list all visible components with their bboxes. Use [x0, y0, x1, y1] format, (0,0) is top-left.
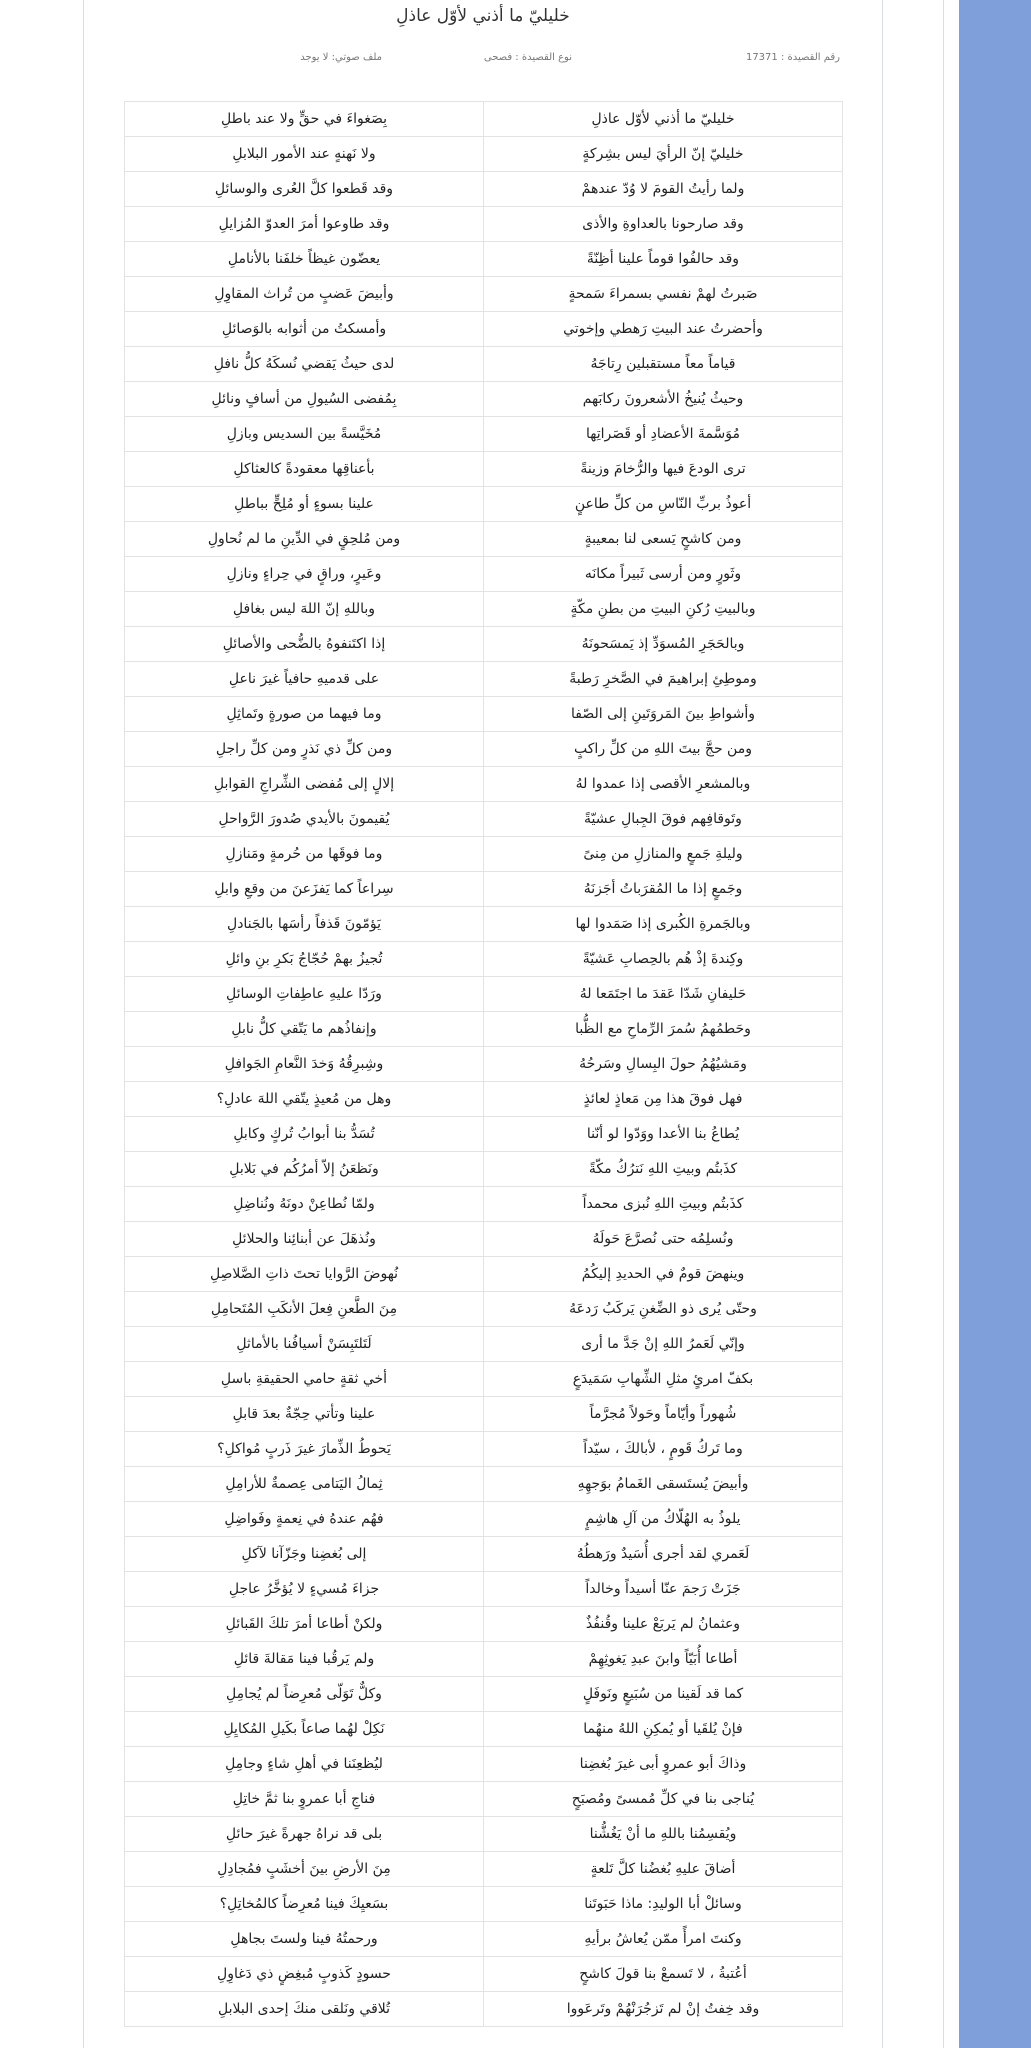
verse-second-hemistich: وقد طاوعوا أمرَ العدوّ المُزايلِ [125, 207, 484, 242]
verse-row [125, 522, 843, 557]
verse-row [125, 102, 843, 137]
verse-first-hemistich: فهل فوقَ هذا مِن مَعاذٍ لعائذٍ [484, 1082, 843, 1117]
verse-first-hemistich: وحيثُ يُنيخُ الأشعرونَ ركابَهم [484, 382, 843, 417]
poem-page [84, 0, 882, 2048]
verse-second-hemistich: لدى حيثُ يَقضي نُسكَهُ كلُّ نافلِ [125, 347, 484, 382]
verse-first-hemistich: مُوَسَّمةَ الأعضادِ أو قَصَراتِها [484, 417, 843, 452]
verse-first-hemistich: وتَوقافِهم فوقَ الجِبالِ عشيّةً [484, 802, 843, 837]
verse-second-hemistich: بلى قد نراهُ جهرةً غيرَ حائلِ [125, 1817, 484, 1852]
verse-second-hemistich: وعَيرٍ، وراقٍ في حِراءٍ ونازلِ [125, 557, 484, 592]
verse-row [125, 347, 843, 382]
verse-second-hemistich: علينا بسوءٍ أو مُلِحٍّ بباطلِ [125, 487, 484, 522]
verse-row [125, 417, 843, 452]
verse-row [125, 1012, 843, 1047]
verse-row [125, 1887, 843, 1922]
verse-second-hemistich: نَكِلْ لهُما صاعاً بكَيلِ المُكايِلِ [125, 1712, 484, 1747]
verse-second-hemistich: وأمسكتُ من أثوابه بالوَصائلِ [125, 312, 484, 347]
verse-first-hemistich: وأبيضَ يُستَسقى الغَمامُ بوَجهِهِ [484, 1467, 843, 1502]
verse-row [125, 1047, 843, 1082]
verse-row [125, 1922, 843, 1957]
verse-second-hemistich: وشِبرِقُهُ وَخدَ النَّعامِ الجَوافلِ [125, 1047, 484, 1082]
page-frame-right-line [882, 0, 883, 2048]
verse-second-hemistich: وما فوقَها من حُرمةٍ ومَنازلِ [125, 837, 484, 872]
verse-first-hemistich: ومن كاشحٍ يَسعى لنا بمعيبةٍ [484, 522, 843, 557]
verse-second-hemistich: وأبيضَ عَضبٍ من تُراث المقاوِلِ [125, 277, 484, 312]
verse-second-hemistich: بِمُفضى السُيولِ من أسافٍ ونائلِ [125, 382, 484, 417]
verse-row [125, 172, 843, 207]
verse-row [125, 837, 843, 872]
verses-table [124, 101, 843, 2027]
verse-second-hemistich: مُخَيَّسةً بين السديس وبازلِ [125, 417, 484, 452]
verse-row [125, 802, 843, 837]
verse-row [125, 732, 843, 767]
verse-second-hemistich: بِصَغواءَ في حقٍّ ولا عند باطلِ [125, 102, 484, 137]
verse-row [125, 487, 843, 522]
verse-row [125, 1782, 843, 1817]
verse-first-hemistich: وسائلْ أبا الوليدِ: ماذا حَبَوتَنا [484, 1887, 843, 1922]
verse-second-hemistich: فناجِ أبا عمروٍ بنا ثمَّ خاتِلِ [125, 1782, 484, 1817]
verse-first-hemistich: خليليّ إنّ الرأيَ ليس بشِركةٍ [484, 137, 843, 172]
poem-number: رقم القصيدة : 17371 [745, 52, 840, 63]
verse-row [125, 767, 843, 802]
verse-row [125, 1677, 843, 1712]
verse-second-hemistich: فهُم عندهُ في نِعمةٍ وفَواضِلِ [125, 1502, 484, 1537]
verse-row [125, 942, 843, 977]
verse-second-hemistich: إلالٍ إلى مُفضى الشِّراجِ القوابلِ [125, 767, 484, 802]
verse-row [125, 1362, 843, 1397]
verse-row [125, 452, 843, 487]
audio-file-info[interactable]: ملف صوتي: لا يوجد [300, 52, 382, 63]
verse-second-hemistich: تُجيزُ بهمْ حُجّاجُ بَكرِ بنِ وائلِ [125, 942, 484, 977]
verse-first-hemistich: وكِندةَ إذْ هُم بالحِصابِ عَشيّةً [484, 942, 843, 977]
verse-row [125, 1992, 843, 2027]
verse-first-hemistich: وأحضرتُ عند البيتِ رَهطي وإخوتي [484, 312, 843, 347]
verse-first-hemistich: خليليّ ما أذني لأوّل عاذلِ [484, 102, 843, 137]
verse-second-hemistich: وقد قَطعوا كلَّ العُرى والوسائلِ [125, 172, 484, 207]
verse-row [125, 277, 843, 312]
verse-first-hemistich: وبالبيتِ رُكنِ البيتِ من بطنِ مكّةٍ [484, 592, 843, 627]
verse-row [125, 1397, 843, 1432]
verse-second-hemistich: ونُذهَلَ عن أبنائِنا والحلائلِ [125, 1222, 484, 1257]
verse-second-hemistich: ونَظعَنُ إلاّ أمرُكُم في بَلابلِ [125, 1152, 484, 1187]
verse-row [125, 592, 843, 627]
verse-row [125, 977, 843, 1012]
verse-first-hemistich: جَزَتْ رَجمَ عنّا أسيداً وخالداً [484, 1572, 843, 1607]
verse-second-hemistich: على قدميهِ حافياً غيرَ ناعلِ [125, 662, 484, 697]
verse-first-hemistich: وما تَركُ قَومٍ ، لأبالكَ ، سيّداً [484, 1432, 843, 1467]
verse-row [125, 137, 843, 172]
verse-row [125, 1467, 843, 1502]
verse-second-hemistich: يَحوطُ الذِّمارَ غيرَ ذَربٍ مُواكلِ؟ [125, 1432, 484, 1467]
verse-second-hemistich: ومن كلِّ ذي نَذرٍ ومن كلِّ راجلِ [125, 732, 484, 767]
verse-second-hemistich: وما فيهما من صورةٍ وتَماثِلِ [125, 697, 484, 732]
verse-second-hemistich: يعضّون غيظاً خلفَنا بالأناملِ [125, 242, 484, 277]
poem-type: نوع القصيدة : فصحى [483, 52, 572, 63]
verse-second-hemistich: يَؤمّونَ قَذفاً رأسَها بالجَنادلِ [125, 907, 484, 942]
verse-first-hemistich: ومَشيُهُمُ حولَ البِسالِ وسَرحُهُ [484, 1047, 843, 1082]
verse-first-hemistich: وقد حالفُوا قوماً علينا أظِنّةً [484, 242, 843, 277]
poem-meta [84, 52, 882, 68]
verse-first-hemistich: يلوذُ به الهُلّاكُ من آلِ هاشِمٍ [484, 1502, 843, 1537]
verse-first-hemistich: وبالحَجَرِ المُسوَدِّ إذ يَمسَحونَهُ [484, 627, 843, 662]
verse-first-hemistich: ولما رأيتُ القومَ لا وُدّ عندهمْ [484, 172, 843, 207]
verse-row [125, 1572, 843, 1607]
verse-first-hemistich: وثَورٍ ومن أرسى ثَبيراً مكانَه [484, 557, 843, 592]
verse-first-hemistich: لَعَمري لقد أجرى أُسَيدٌ ورَهطُهُ [484, 1537, 843, 1572]
verse-second-hemistich: مِنَ الأرضِ بينَ أخشَبٍ فمُجادِلِ [125, 1852, 484, 1887]
verse-second-hemistich: ولم يَرقُبا فينا مَقالةَ قائلِ [125, 1642, 484, 1677]
verse-row [125, 1117, 843, 1152]
verse-first-hemistich: وكنتَ امرأً ممّن يُعاشُ برأيهِ [484, 1922, 843, 1957]
verse-first-hemistich: فإنْ يُلقَيا أو يُمكِنِ اللهُ منهُما [484, 1712, 843, 1747]
verse-first-hemistich: أعُتبةُ ، لا تَسمعْ بنا قولَ كاشحٍ [484, 1957, 843, 1992]
poem-title: خليليّ ما أذني لأوّل عاذلِ [396, 6, 570, 26]
verse-first-hemistich: وعثمانُ لم يَربَعْ علينا وقُنفُذٌ [484, 1607, 843, 1642]
verse-first-hemistich: كذَبتُم وبيتِ اللهِ نَترُكُ مكّةً [484, 1152, 843, 1187]
verse-first-hemistich: ويُقسِمُنا باللهِ ما أنْ يَغُشُّنا [484, 1817, 843, 1852]
verse-first-hemistich: وليلةِ جَمعٍ والمنازلِ من مِنىً [484, 837, 843, 872]
verse-row [125, 242, 843, 277]
verse-first-hemistich: قياماً معاً مستقبلين رِتاجَهُ [484, 347, 843, 382]
verse-second-hemistich: علينا وتأتي حِجّةٌ بعدَ قابلِ [125, 1397, 484, 1432]
verse-second-hemistich: ولمّا نُطاعِنْ دونَهُ ونُناضِلِ [125, 1187, 484, 1222]
verse-second-hemistich: بسَعيِكَ فينا مُعرِضاً كالمُخاتِلِ؟ [125, 1887, 484, 1922]
verse-second-hemistich: ورَدّا عليهِ عاطِفاتِ الوسائلِ [125, 977, 484, 1012]
verse-second-hemistich: ثِمالُ اليَتامى عِصمةٌ للأرامِلِ [125, 1467, 484, 1502]
verse-row [125, 382, 843, 417]
verse-second-hemistich: مِنَ الطَّعنِ فِعلَ الأنكَبِ المُتَحامِلِ [125, 1292, 484, 1327]
verse-second-hemistich: وباللهِ إنّ اللهَ ليس بغافلِ [125, 592, 484, 627]
verse-first-hemistich: أطاعا أُبَيّاً وابنَ عبدِ يَغوثِهِمْ [484, 1642, 843, 1677]
verse-second-hemistich: إذا اكتَنفوهُ بالضُّحى والأصائلِ [125, 627, 484, 662]
verse-first-hemistich: بكفّ امرئٍ مثلِ الشِّهابِ سَمَيدَعٍ [484, 1362, 843, 1397]
verse-row [125, 1747, 843, 1782]
verse-row [125, 1327, 843, 1362]
verse-first-hemistich: وموطِئِ إبراهيمَ في الصَّخرِ رَطبةً [484, 662, 843, 697]
page-frame-outer-line [943, 0, 944, 2048]
verse-first-hemistich: ونُسلِمُه حتى نُصرَّعَ حَولَهُ [484, 1222, 843, 1257]
verse-row [125, 1292, 843, 1327]
verse-first-hemistich: وحتّى يُرى ذو الضِّغنِ يَركَبُ رَدعَهُ [484, 1292, 843, 1327]
verse-first-hemistich: حَليفانِ شَدّا عَقدَ ما اجتَمَعا لهُ [484, 977, 843, 1012]
verse-row [125, 1642, 843, 1677]
verse-first-hemistich: يُناجى بنا في كلِّ مُمسىً ومُصبَحٍ [484, 1782, 843, 1817]
verse-row [125, 1537, 843, 1572]
verse-row [125, 312, 843, 347]
verse-row [125, 557, 843, 592]
verse-second-hemistich: تُلاقي ونَلقى منكَ إحدى البلابلِ [125, 1992, 484, 2027]
verse-first-hemistich: أضاقَ عليهِ بُغضُنا كلَّ تَلعةٍ [484, 1852, 843, 1887]
verse-second-hemistich: يُقيمونَ بالأيدي صُدورَ الرَّواحلِ [125, 802, 484, 837]
verse-row [125, 627, 843, 662]
verse-second-hemistich: ورحمتُهُ فينا ولستَ بجاهلِ [125, 1922, 484, 1957]
verse-first-hemistich: وينهضَ قومٌ في الحديدِ إليكُمُ [484, 1257, 843, 1292]
verse-row [125, 1187, 843, 1222]
verse-row [125, 1432, 843, 1467]
verse-row [125, 1152, 843, 1187]
verse-second-hemistich: ولكنْ أطاعا أمرَ تلكَ القَبائلِ [125, 1607, 484, 1642]
verse-second-hemistich: بأعناقِها معقودةً كالعثاكلِ [125, 452, 484, 487]
verse-row [125, 872, 843, 907]
verse-second-hemistich: لَتَلتَبِسَنْ أسيافُنا بالأماثلِ [125, 1327, 484, 1362]
verse-row [125, 907, 843, 942]
verse-second-hemistich: وهل من مُعيذٍ يتّقي اللهَ عادلِ؟ [125, 1082, 484, 1117]
verse-first-hemistich: وقد صارحونا بالعداوةِ والأذى [484, 207, 843, 242]
verse-second-hemistich: ومن مُلحِقٍ في الدِّينِ ما لم نُحاولِ [125, 522, 484, 557]
verse-second-hemistich: تُسَدُّ بنا أبوابُ تُركٍ وكابلِ [125, 1117, 484, 1152]
verse-second-hemistich: حسودٍ كَذوبٍ مُبغِضٍ ذي دَغاوِلِ [125, 1957, 484, 1992]
verse-second-hemistich: نُهوضَ الرَّوايا تحتَ ذاتِ الصَّلاصِلِ [125, 1257, 484, 1292]
verse-first-hemistich: وحَطمُهمُ سُمرَ الرِّماحِ مع الظُّبا [484, 1012, 843, 1047]
verse-second-hemistich: وكلٌّ تَوَلّى مُعرِضاً لم يُجامِلِ [125, 1677, 484, 1712]
verse-row [125, 1957, 843, 1992]
verse-first-hemistich: وذاكَ أبو عمروٍ أبى غيرَ بُغضِنا [484, 1747, 843, 1782]
verse-first-hemistich: وأشواطِ بينَ المَروَتَينِ إلى الصّفا [484, 697, 843, 732]
verse-first-hemistich: كذَبتُم وبيتِ اللهِ نُبزى محمداً [484, 1187, 843, 1222]
verse-row [125, 1082, 843, 1117]
verse-row [125, 1712, 843, 1747]
verse-first-hemistich: كما قد لَقينا من سُبَيعٍ ونَوفَلٍ [484, 1677, 843, 1712]
verse-second-hemistich: جزاءَ مُسيءٍ لا يُؤخَّرُ عاجلِ [125, 1572, 484, 1607]
verse-first-hemistich: وجَمعٍ إذا ما المُقرَباتُ أجَزنَهُ [484, 872, 843, 907]
verse-row [125, 1607, 843, 1642]
verse-row [125, 1852, 843, 1887]
verse-row [125, 1222, 843, 1257]
verse-first-hemistich: يُطاعُ بنا الأعدا ووَدّوا لو أنّنا [484, 1117, 843, 1152]
verse-second-hemistich: إلى بُغضِنا وجَزّآنا لآكلِ [125, 1537, 484, 1572]
verse-first-hemistich: وقد خِفتُ إنْ لم تَزجُرَنْهُمْ وتَرعَووا [484, 1992, 843, 2027]
verse-first-hemistich: ترى الودعَ فيها والرُّخامَ وزينةً [484, 452, 843, 487]
verse-first-hemistich: وبالمشعرِ الأقصى إذا عمدوا لهُ [484, 767, 843, 802]
verse-row [125, 1502, 843, 1537]
side-accent-bar [959, 0, 1031, 2048]
verse-row [125, 1257, 843, 1292]
verse-second-hemistich: سِراعاً كما يَفزَعنَ من وقعِ وابلِ [125, 872, 484, 907]
verse-first-hemistich: وبالجَمرةِ الكُبرى إذا صَمَدوا لها [484, 907, 843, 942]
verse-row [125, 1817, 843, 1852]
verse-first-hemistich: صَبرتُ لهمْ نفسي بسمراءَ سَمحةٍ [484, 277, 843, 312]
verse-first-hemistich: شُهوراً وأيّاماً وحَولاً مُجرَّماً [484, 1397, 843, 1432]
verse-first-hemistich: وإنّي لَعَمرُ اللهِ إنْ جَدَّ ما أرى [484, 1327, 843, 1362]
verse-row [125, 207, 843, 242]
verse-second-hemistich: ليُظعِنَنا في أهلِ شاءٍ وجامِلِ [125, 1747, 484, 1782]
verse-row [125, 697, 843, 732]
verse-first-hemistich: أعوذُ بربِّ النّاسِ من كلِّ طاعنٍ [484, 487, 843, 522]
verse-second-hemistich: أخي ثقةٍ حامي الحقيقةِ باسلِ [125, 1362, 484, 1397]
verse-first-hemistich: ومن حجَّ بيتَ اللهِ من كلِّ راكبٍ [484, 732, 843, 767]
verse-row [125, 662, 843, 697]
verse-second-hemistich: ولا نَهنهٍ عند الأمور البلابلِ [125, 137, 484, 172]
verse-second-hemistich: وإنفاذُهم ما يَتّقي كلُّ نابلِ [125, 1012, 484, 1047]
